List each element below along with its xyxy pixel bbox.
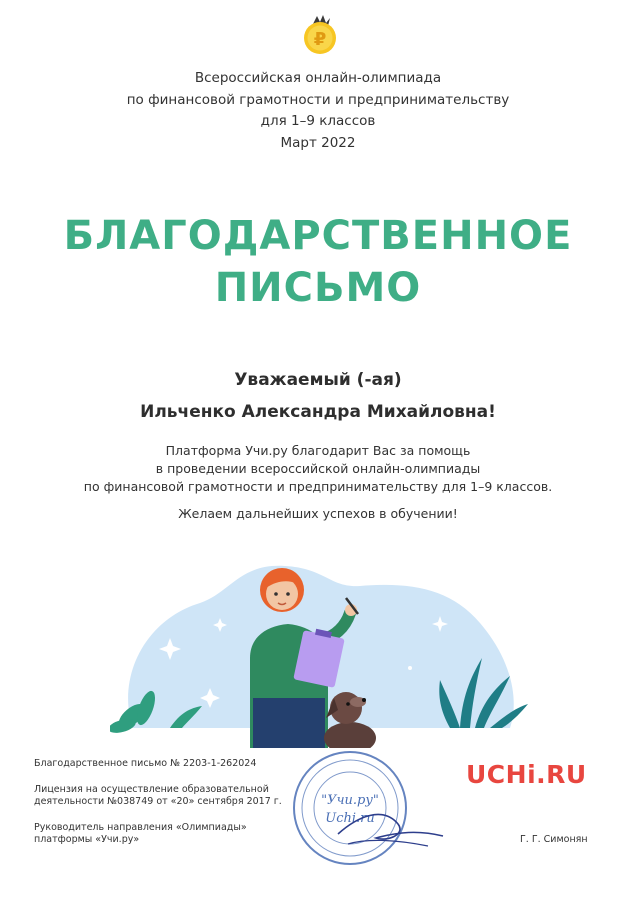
title-line-1: БЛАГОДАРСТВЕННОЕ xyxy=(63,213,573,259)
wish-text: Желаем дальнейших успехов в обучении! xyxy=(178,506,458,521)
ruble-coin-crown-icon xyxy=(299,14,341,56)
header-line-4: Март 2022 xyxy=(280,134,356,151)
olympiad-header xyxy=(0,68,636,154)
uchi-ru-logo: UCHi.RU xyxy=(466,760,587,789)
teacher-with-clipboard-and-dog-illustration xyxy=(110,548,530,748)
recipient-name: Ильченко Александра Михайловна! xyxy=(140,402,496,422)
svg-text:₽: ₽ xyxy=(313,29,327,50)
stamp-line-1: "Учи.ру" xyxy=(321,793,379,808)
head-line-1: Руководитель направления «Олимпиады» xyxy=(34,821,247,833)
license-info xyxy=(34,784,294,809)
header-line-2: по финансовой грамотности и предпринимательству xyxy=(126,91,510,108)
title-line-2: ПИСЬМО xyxy=(214,265,422,311)
thanks-message xyxy=(0,442,636,496)
license-line-1: Лицензия на осуществление образовательной xyxy=(34,783,269,795)
message-line-2: в проведении всероссийской онлайн-олимпиады xyxy=(155,461,481,476)
document-title xyxy=(0,210,636,314)
letter-number: Благодарственное письмо № 2203-1-262024 xyxy=(34,758,257,769)
stamp-line-2: Uchi.ru xyxy=(325,811,375,826)
license-line-2: деятельности №038749 от «20» сентября 2017 г. xyxy=(34,796,282,807)
header-line-1: Всероссийская онлайн-олимпиада xyxy=(194,70,442,86)
head-line-2: платформы «Учи.ру» xyxy=(34,834,140,845)
greeting: Уважаемый (-ая) xyxy=(234,370,402,390)
signer-name: Г. Г. Симонян xyxy=(520,834,588,845)
official-stamp xyxy=(288,746,448,876)
message-line-3: по финансовой грамотности и предпринимательству для 1–9 классов. xyxy=(83,479,553,494)
head-of-direction xyxy=(34,822,294,847)
footer-info xyxy=(34,758,294,847)
header-line-3: для 1–9 классов xyxy=(260,113,376,129)
message-line-1: Платформа Учи.ру благодарит Вас за помощь xyxy=(165,443,471,458)
